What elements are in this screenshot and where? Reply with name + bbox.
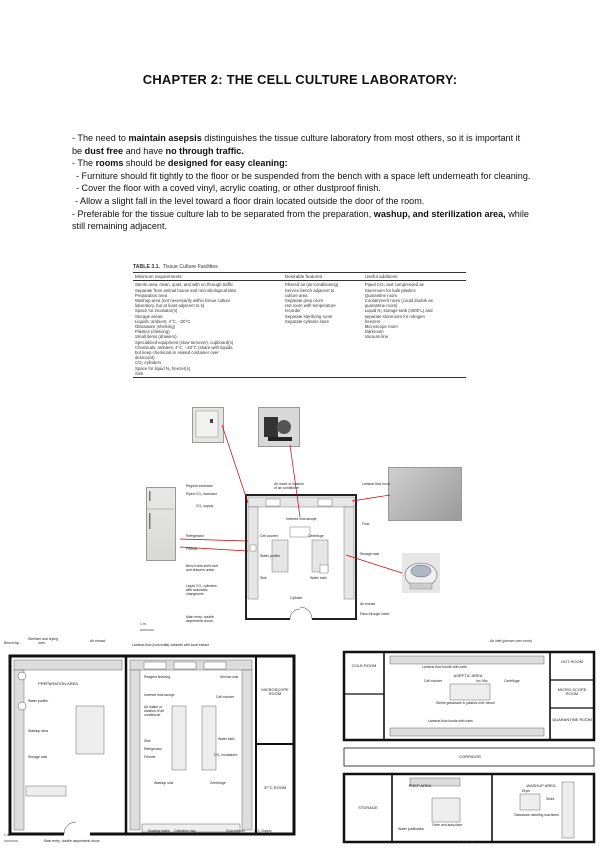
label-water-bath: Water bath <box>310 576 327 580</box>
table-cell-line: Glassware (shelving) <box>135 324 176 330</box>
label-scale: 1 m <box>140 622 146 626</box>
label-main-entry: Main entry; double asymmetric doors <box>44 839 100 843</box>
label-storage: STORAGE <box>358 805 378 810</box>
label-pass-through-hatch: Pass-through hatch <box>360 612 390 616</box>
table-cell-line: Plastics (shelving) <box>135 329 170 335</box>
label-refrigerator: Refrigerator <box>144 747 162 751</box>
label-glassware-washing: Glassware washing machines <box>514 813 559 817</box>
label-inv-mic: Inv. Mic. <box>476 679 489 683</box>
label-bench-shelf: Bench with shelf over <box>186 564 219 568</box>
table-cell-line: Space for liquid N₂ freezer(s) <box>135 365 191 371</box>
table-cell-line: Specialized equipment (slow turnover), cupboard(s) <box>135 339 234 345</box>
table-cell-line: Vacuum line <box>364 334 389 340</box>
label-cell-counter: Cell counter <box>260 534 279 538</box>
figure-floorplan-left <box>4 636 300 848</box>
label-hot-room: HOT ROOM <box>561 659 583 664</box>
table-cell-line: culture area <box>284 292 308 298</box>
floorplan-left-drawing <box>4 636 300 848</box>
text-run: and have <box>123 145 166 156</box>
bold-run: maintain asepsis <box>128 133 202 143</box>
table-cell-line: Quarantine room <box>364 292 397 298</box>
label-dryer: Dryer <box>522 789 531 793</box>
label-co2-supply: CO₂ Supply <box>254 829 272 833</box>
bold-run: washup, and sterilization area, <box>373 208 506 219</box>
table-cell-line: separate storeroom for nitrogen <box>364 313 425 319</box>
paragraph-furniture: - Furniture should fit tightly to the floor or be suspended from the bench with a space left underneath for cleaning. <box>76 170 531 181</box>
label-co2-incubators: CO₂ incubators <box>214 753 237 757</box>
label-automatic: with automatic <box>186 588 208 592</box>
table-caption-label: TABLE 3.1. <box>133 264 160 270</box>
bold-run: no through traffic. <box>165 145 244 156</box>
label-centrifuge: Centrifuge <box>210 781 226 785</box>
body-text <box>72 132 532 233</box>
label-air-extract: Air extract <box>360 602 376 606</box>
label-oven-autoclave: Oven and autoclave <box>432 823 463 827</box>
label-prep-area: PREP AREA <box>408 783 432 788</box>
table-cell-line: Service bench adjacent to <box>284 287 335 293</box>
label-bench-top: Bench top <box>4 641 20 645</box>
table-cell-line: Separate sterilizing room <box>284 313 333 319</box>
table-cell-line: Microscope room <box>364 324 398 330</box>
table-cell-line: Storeroom for bulk plastics <box>364 287 416 293</box>
label-air-intake: Air intake or location of air conditioner <box>144 705 165 717</box>
table-caption-text: Tissue Culture Facilities <box>162 264 218 270</box>
label-cell-counter: Cell counter <box>424 679 443 683</box>
label-washup-area: Washup area <box>28 729 49 733</box>
label-inverted-microscope: Inverted microscope <box>286 517 317 521</box>
label-centrifuge: Centrifuge <box>504 679 520 683</box>
figure-lab-layout <box>140 405 462 633</box>
label-storage-rack: Storage rack <box>28 755 48 759</box>
table-cell-line: Liquid N₂ storage tank (≥500 L) and <box>364 308 433 314</box>
table-cell-line: desiccant) <box>135 355 155 361</box>
table-cell-line: Space for incubator(s) <box>135 308 178 314</box>
table-cell-line: recorder <box>284 308 301 314</box>
label-piped-co2-incubator: Piped CO₂ incubator <box>186 492 217 496</box>
label-freezer: Freezer <box>144 755 156 759</box>
label-storage-rack: Storage rack <box>360 552 380 556</box>
table-cell-line: Piped CO₂ and compressed air <box>364 282 424 288</box>
label-soaking-baths: Soaking baths <box>148 829 170 833</box>
label-quarantine-room: QUARANTINE ROOM <box>552 717 592 722</box>
paragraph-rooms <box>72 157 532 170</box>
label-cylinder: Cylinder <box>290 596 303 600</box>
label-washup-area: WASHUP AREA <box>526 783 556 788</box>
table-caption <box>133 265 466 270</box>
text-run: while still remaining adjacent. <box>72 208 529 232</box>
label-sterile-glassware: Sterile glassware & plastics over bench <box>436 701 495 705</box>
label-air-extract: Air extract <box>90 639 106 643</box>
table-cell-line: but keep chemicals in sealed container over <box>135 350 219 356</box>
bold-run: rooms <box>95 158 124 169</box>
label-sink: Sink <box>260 576 267 580</box>
table-cell-line: CO₂ cylinders <box>135 360 162 366</box>
table-cell-line: Preparation area <box>135 292 168 298</box>
table-header: Desirable features <box>283 273 363 281</box>
table-cell-line: Sterile area, clean, quiet, and with no through traffic <box>135 282 234 288</box>
table-cell-line: freezers <box>364 318 381 324</box>
label-water-purifier: Water purifier <box>28 699 49 703</box>
label-co2-cylinders: Liquid CO₂ cylinders <box>186 584 217 588</box>
table-cell-line: Storage areas: <box>135 313 164 319</box>
label-sink: Sink <box>144 739 151 743</box>
label-service-sink: Service sink <box>220 675 239 679</box>
text-run: should be <box>123 158 168 169</box>
text-run: distinguishes the tissue culture laboratory from most others, so it is important it be <box>72 133 521 156</box>
label-laminar-cabinets: Laminar-flow (horizontal) cabinets with local extract <box>132 643 209 647</box>
table-column-minimum <box>133 281 283 378</box>
label-laminar-hoods: Laminar-flow hoods with carts <box>422 665 467 669</box>
table-cell-line: Small items (drawers) <box>135 334 177 340</box>
table-cell-line: Washup area (not necessarily within tissue culture <box>135 298 231 304</box>
label-air-extract: Air extract <box>460 840 476 844</box>
label-microscope-room: MICROSCOPE ROOM <box>261 687 289 697</box>
paragraph-separation <box>72 208 532 233</box>
label-air-inlet: Air inlet (plenum over room) <box>490 639 532 643</box>
table-cell-line: quarantine room) <box>364 303 398 309</box>
label-water-purifier: Water purifier <box>260 554 281 558</box>
table-column-useful <box>363 281 466 378</box>
table-cell-line: Containment room (could double as <box>364 298 433 304</box>
text-run: - Preferable for the tissue culture lab to be separated from the preparation, <box>72 208 374 219</box>
paragraph-drain: - Allow a slight fall in the level toward a floor drain located outside the door of the room. <box>75 195 425 206</box>
table-header: Minimum requirements <box>133 273 283 281</box>
table-cell-line: laboratory, but at least adjacent to it) <box>135 303 205 309</box>
label-water-bath: Water bath <box>218 737 235 741</box>
label-washup-sink: Washup sink <box>154 781 174 785</box>
table-column-desirable <box>283 281 363 378</box>
label-aseptic-area: ASEPTIC AREA <box>453 673 483 678</box>
label-centrifuge: Centrifuge <box>308 534 324 538</box>
label-cold-room: COLD ROOM <box>351 663 377 668</box>
label-reagent-shelving: Reagent shelving <box>144 675 171 679</box>
paragraph-asepsis <box>72 132 532 157</box>
table-cell-line: Hot room with temperature <box>284 303 336 309</box>
label-main-entry: Main entry; double <box>186 615 214 619</box>
label-regular-incubator: Regular incubator <box>186 484 213 488</box>
figure-floorplan-right <box>340 638 598 846</box>
label-oven: oven <box>38 641 46 645</box>
label-air-conditioner: of air conditioner <box>274 486 300 490</box>
table-cell-line: Separate cylinder store <box>284 318 330 324</box>
label-asymmetric-doors: asymmetric doors <box>186 619 213 623</box>
text-run: - The <box>72 158 96 169</box>
bold-run: designed for easy cleaning: <box>167 158 288 169</box>
text-run: - The need to <box>72 133 129 143</box>
label-fluid: Fluid <box>362 522 370 526</box>
paragraph-floor: - Cover the floor with a coved vinyl, acrylic coating, or other dustproof finish. <box>76 183 381 194</box>
table-cell-line: Darkroom <box>364 329 384 335</box>
label-water-purification: Water purification <box>398 827 425 831</box>
table-grid <box>133 272 466 378</box>
label-collection-tray: Collection tray <box>174 829 196 833</box>
table-cell-line: Filtered air (air-conditioning) <box>284 282 339 288</box>
label-laminar-flow-hood: Laminar flow hood <box>362 482 390 486</box>
label-co2-supply: CO₂ supply <box>196 504 214 508</box>
label-refrigerator: Refrigerator <box>186 534 204 538</box>
label-37c-room: 37°C ROOM <box>263 785 287 790</box>
label-inverted-microscope: Inverted microscope <box>144 693 175 697</box>
table-cell-line: Separate from animal house and microbiological labs <box>135 287 237 293</box>
label-cell-counter: Cell counter <box>216 695 235 699</box>
label-corridor: CORRIDOR <box>459 754 481 759</box>
label-sterilizer: Sterilizer and drying <box>28 637 58 641</box>
table-cell-line: Chemicals: ambient, 4°C, −20°C (share with liquids, <box>135 344 234 350</box>
label-microscope-room: MICRO-SCOPE ROOM <box>557 687 587 697</box>
table-cell-line: Separate prep room <box>284 298 324 304</box>
table-cell-line: Sink <box>135 370 144 376</box>
label-cryo-freezer: Cryo-freezer <box>226 829 245 833</box>
facilities-table <box>133 265 466 378</box>
label-changeover: changeover <box>186 592 204 596</box>
label-scale: 1 m <box>4 833 10 837</box>
label-air-move: Air move of location <box>274 482 304 486</box>
page-title: CHAPTER 2: THE CELL CULTURE LABORATORY: <box>142 72 458 87</box>
bold-run: dust free <box>84 145 124 156</box>
label-laminar-hoods-2: Laminar-flow hoods with carts <box>428 719 473 723</box>
table-cell-line: Liquids: ambient, 4°C, −20°C <box>135 318 191 324</box>
table-header: Useful additions <box>363 273 466 281</box>
label-drawers: and drawers under <box>186 568 215 572</box>
label-preparation-area: PREPARATION AREA <box>38 681 78 686</box>
floorplan-right-drawing <box>340 638 598 846</box>
label-sinks: Sinks <box>546 797 555 801</box>
label-freezer: Freezer <box>186 547 198 551</box>
